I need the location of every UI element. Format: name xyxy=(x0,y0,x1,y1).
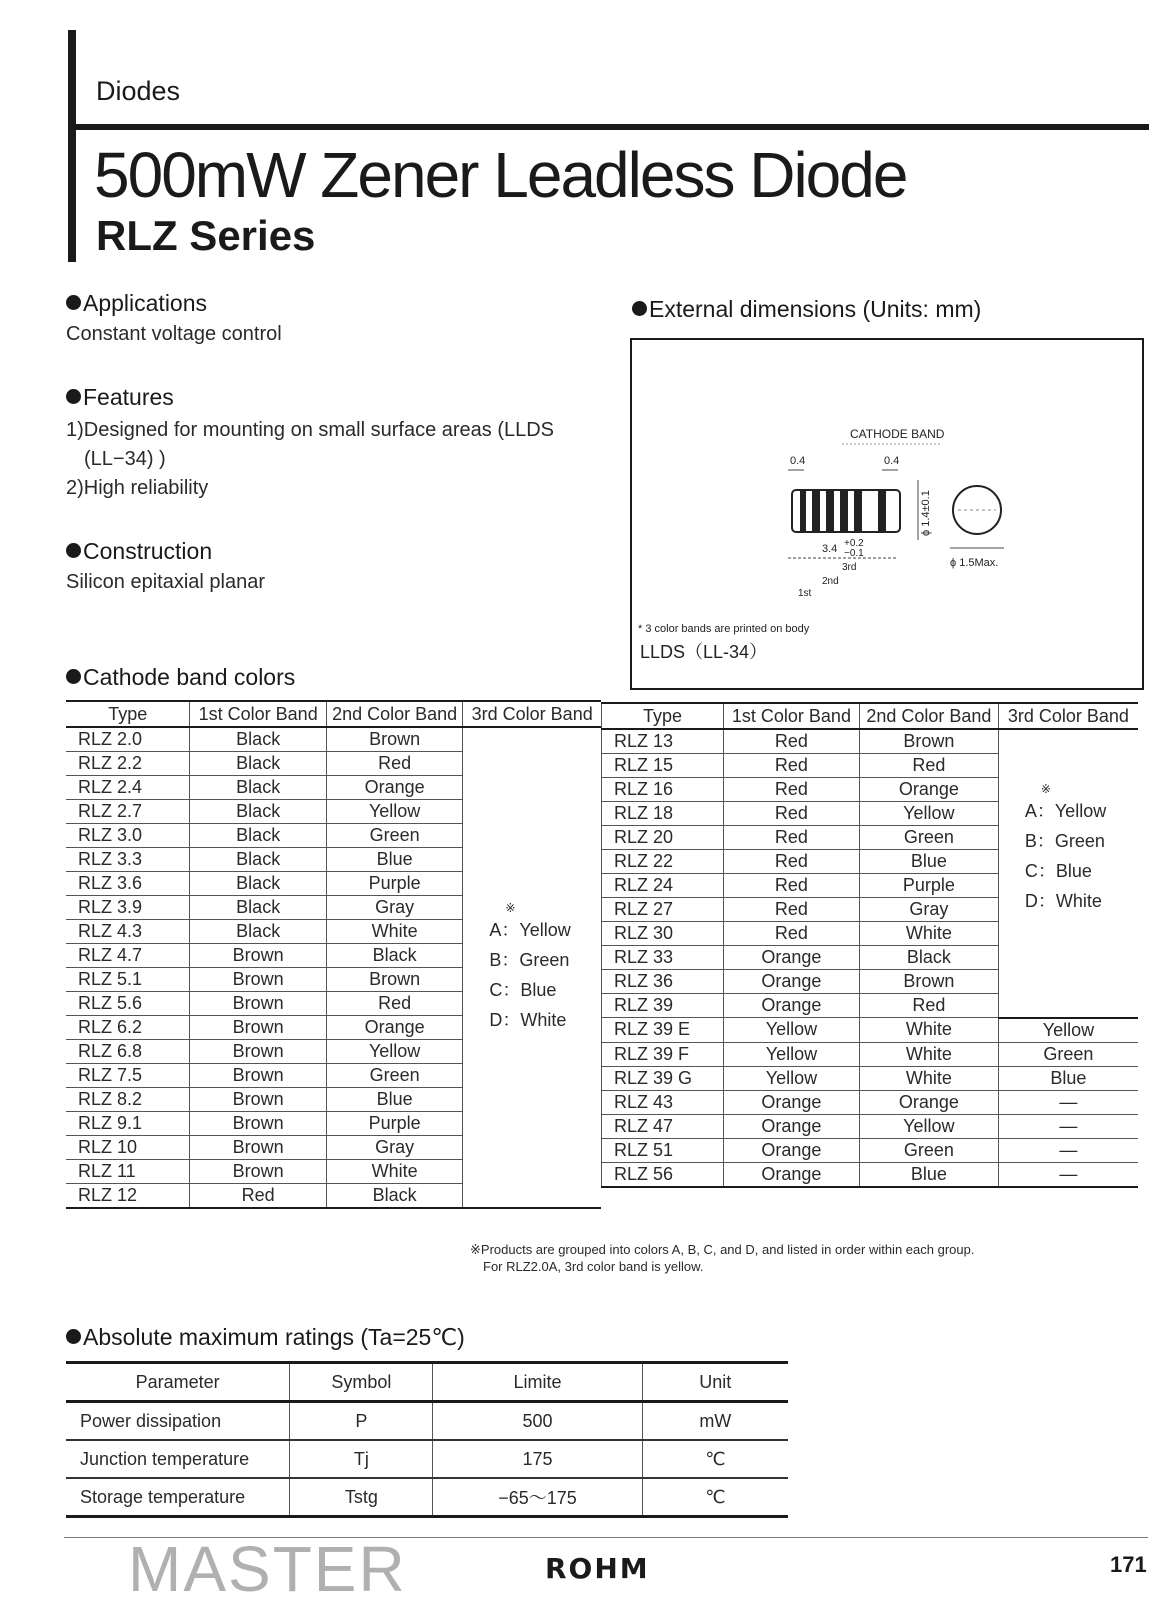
ratings-header-limit: Limite xyxy=(433,1363,642,1402)
color-group-legend xyxy=(463,901,601,1035)
band1-cell: Black xyxy=(190,752,326,776)
lead-right-dim: 0.4 xyxy=(884,455,900,467)
color-group-item: B：Green xyxy=(489,949,570,970)
series-title: RLZ Series xyxy=(96,212,316,259)
band2-cell: Yellow xyxy=(326,800,462,824)
band1-cell: Brown xyxy=(190,1136,326,1160)
band1-cell: Black xyxy=(190,776,326,800)
band2-cell: Orange xyxy=(859,778,998,802)
band2-cell: Black xyxy=(326,944,462,968)
cathode-band-label: CATHODE BAND xyxy=(850,427,945,441)
band1-cell: Black xyxy=(190,896,326,920)
band1-cell: Brown xyxy=(190,968,326,992)
bullet-icon xyxy=(66,669,81,684)
type-cell: RLZ 15 xyxy=(602,754,724,778)
band2-cell: Brown xyxy=(859,970,998,994)
table-row xyxy=(602,1090,1139,1114)
grouping-footnote-2: For RLZ2.0A, 3rd color band is yellow. xyxy=(483,1259,704,1274)
band1-cell: Orange xyxy=(723,946,859,970)
type-cell: RLZ 11 xyxy=(66,1160,190,1184)
ratings-header-symbol: Symbol xyxy=(290,1363,433,1402)
type-cell: RLZ 2.0 xyxy=(66,727,190,752)
bullet-icon xyxy=(66,543,81,558)
col-header-type: Type xyxy=(602,703,724,729)
features-heading: Features xyxy=(66,384,174,411)
construction-heading: Construction xyxy=(66,538,212,565)
band3-group-cell xyxy=(463,727,601,1208)
band2-cell: Blue xyxy=(859,1162,998,1187)
band2-cell: Red xyxy=(326,992,462,1016)
type-cell: RLZ 51 xyxy=(602,1138,724,1162)
unit-cell: ℃ xyxy=(642,1440,788,1478)
col-header-3rd: 3rd Color Band xyxy=(463,701,601,727)
band1-cell: Orange xyxy=(723,1162,859,1187)
type-cell: RLZ 56 xyxy=(602,1162,724,1187)
ratings-header-unit: Unit xyxy=(642,1363,788,1402)
package-label: LLDS（LL-34） xyxy=(640,642,768,662)
feature-item: 1)Designed for mounting on small surface areas (LLDS xyxy=(66,419,555,441)
color-group-item: D：White xyxy=(1024,891,1102,911)
color-group-item: C：Blue xyxy=(1024,861,1092,881)
table-row xyxy=(602,729,1139,754)
type-cell: RLZ 7.5 xyxy=(66,1064,190,1088)
band2-cell: White xyxy=(859,1018,998,1043)
category-label: Diodes xyxy=(96,76,181,106)
band2-cell: Red xyxy=(859,994,998,1018)
col-header-2nd: 2nd Color Band xyxy=(859,703,998,729)
max-dia-dim: ϕ 1.5Max. xyxy=(950,557,999,569)
type-cell: RLZ 5.6 xyxy=(66,992,190,1016)
table-row xyxy=(602,1114,1139,1138)
symbol-cell: Tj xyxy=(290,1440,433,1478)
band1-cell: Black xyxy=(190,920,326,944)
type-cell: RLZ 3.9 xyxy=(66,896,190,920)
band1-cell: Yellow xyxy=(723,1018,859,1043)
band2-cell: Brown xyxy=(326,727,462,752)
type-cell: RLZ 47 xyxy=(602,1114,724,1138)
band2-cell: Purple xyxy=(326,872,462,896)
table-row xyxy=(66,1402,788,1441)
type-cell: RLZ 2.7 xyxy=(66,800,190,824)
type-cell: RLZ 2.2 xyxy=(66,752,190,776)
ratings-heading: Absolute maximum ratings (Ta=25℃) xyxy=(66,1324,465,1351)
type-cell: RLZ 4.3 xyxy=(66,920,190,944)
band2-cell: Brown xyxy=(859,729,998,754)
page-number: 171 xyxy=(1110,1552,1147,1577)
rohm-logo: ROHM xyxy=(545,1552,650,1585)
band1-cell: Orange xyxy=(723,1114,859,1138)
band2-cell: Black xyxy=(326,1184,462,1209)
band-table-right xyxy=(601,702,1138,1188)
band3-cell: — xyxy=(998,1138,1138,1162)
band2-cell: Green xyxy=(859,1138,998,1162)
band1-cell: Brown xyxy=(190,1088,326,1112)
limit-cell: 500 xyxy=(433,1402,642,1441)
type-cell: RLZ 24 xyxy=(602,874,724,898)
type-cell: RLZ 8.2 xyxy=(66,1088,190,1112)
col-header-1st: 1st Color Band xyxy=(190,701,326,727)
band-mark xyxy=(826,490,834,532)
parameter-cell: Storage temperature xyxy=(66,1478,290,1517)
band1-cell: Brown xyxy=(190,1064,326,1088)
type-cell: RLZ 18 xyxy=(602,802,724,826)
bullet-icon xyxy=(66,1329,81,1344)
ratings-table xyxy=(66,1361,788,1518)
construction-text: Silicon epitaxial planar xyxy=(66,571,266,593)
type-cell: RLZ 5.1 xyxy=(66,968,190,992)
unit-cell: ℃ xyxy=(642,1478,788,1517)
table-row xyxy=(66,1440,788,1478)
band3-cell: Blue xyxy=(998,1066,1138,1090)
bullet-icon xyxy=(66,295,81,310)
band-mark xyxy=(812,490,820,532)
band2-cell: Gray xyxy=(326,1136,462,1160)
band1-cell: Red xyxy=(723,754,859,778)
color-group-item: D：White xyxy=(489,1009,567,1030)
band2-cell: White xyxy=(859,922,998,946)
band1-cell: Red xyxy=(723,826,859,850)
type-cell: RLZ 36 xyxy=(602,970,724,994)
band1-cell: Black xyxy=(190,800,326,824)
group-mark: ※ xyxy=(1040,782,1051,796)
band2-cell: Purple xyxy=(326,1112,462,1136)
type-cell: RLZ 30 xyxy=(602,922,724,946)
table-row xyxy=(602,1042,1139,1066)
bullet-icon xyxy=(66,389,81,404)
applications-heading: Applications xyxy=(66,290,207,317)
band-table-left xyxy=(66,700,601,1209)
band-table-left-body xyxy=(66,727,601,1208)
type-cell: RLZ 27 xyxy=(602,898,724,922)
band2-cell: Blue xyxy=(326,1088,462,1112)
table-row xyxy=(602,1138,1139,1162)
table-row xyxy=(602,1162,1139,1187)
band1-cell: Orange xyxy=(723,970,859,994)
symbol-cell: Tstg xyxy=(290,1478,433,1517)
limit-cell: −65～175 xyxy=(433,1478,642,1517)
band1-cell: Brown xyxy=(190,1040,326,1064)
page-title: 500mW Zener Leadless Diode xyxy=(94,139,907,211)
length-tol-minus: −0.1 xyxy=(844,548,864,559)
type-cell: RLZ 2.4 xyxy=(66,776,190,800)
applications-text: Constant voltage control xyxy=(66,323,282,345)
band2-cell: Red xyxy=(859,754,998,778)
type-cell: RLZ 39 G xyxy=(602,1066,724,1090)
band1-cell: Red xyxy=(723,778,859,802)
band1-cell: Brown xyxy=(190,1016,326,1040)
cathode-colors-heading: Cathode band colors xyxy=(66,664,295,691)
band2-cell: Orange xyxy=(859,1090,998,1114)
length-tol-plus: +0.2 xyxy=(844,538,864,549)
type-cell: RLZ 12 xyxy=(66,1184,190,1209)
col-header-3rd: 3rd Color Band xyxy=(998,703,1138,729)
parameter-cell: Junction temperature xyxy=(66,1440,290,1478)
band2-cell: Gray xyxy=(326,896,462,920)
feature-item: (LL−34) ) xyxy=(84,448,166,470)
band1-cell: Red xyxy=(723,729,859,754)
length-dim: 3.4 xyxy=(822,543,838,555)
type-cell: RLZ 3.0 xyxy=(66,824,190,848)
band2-cell: Red xyxy=(326,752,462,776)
band2-cell: White xyxy=(859,1042,998,1066)
band1-cell: Red xyxy=(723,850,859,874)
feature-item: 2)High reliability xyxy=(66,477,209,499)
type-cell: RLZ 3.3 xyxy=(66,848,190,872)
type-cell: RLZ 39 F xyxy=(602,1042,724,1066)
type-cell: RLZ 22 xyxy=(602,850,724,874)
band-table-right-body xyxy=(602,729,1139,1187)
type-cell: RLZ 20 xyxy=(602,826,724,850)
dimensions-heading: External dimensions (Units: mm) xyxy=(632,296,981,323)
band1-cell: Black xyxy=(190,824,326,848)
table-row xyxy=(66,1478,788,1517)
dimension-drawing xyxy=(632,340,1142,688)
color-group-item: C：Blue xyxy=(489,979,557,1000)
band2-cell: White xyxy=(326,1160,462,1184)
type-cell: RLZ 10 xyxy=(66,1136,190,1160)
band2-cell: Black xyxy=(859,946,998,970)
band2-cell: Green xyxy=(326,824,462,848)
color-group-item: A：Yellow xyxy=(1024,801,1107,821)
band1-cell: Orange xyxy=(723,1090,859,1114)
grouping-footnote: ※Products are grouped into colors A, B, C, and D, and listed in order within each group. xyxy=(470,1242,975,1257)
diameter-dim: ϕ 1.4±0.1 xyxy=(920,490,932,536)
table-row xyxy=(602,1066,1139,1090)
band3-cell: Green xyxy=(998,1042,1138,1066)
band2-cell: Gray xyxy=(859,898,998,922)
color-group-item: A：Yellow xyxy=(489,919,571,940)
band3-cell: — xyxy=(998,1090,1138,1114)
band1-cell: Brown xyxy=(190,1112,326,1136)
band1-cell: Red xyxy=(723,898,859,922)
type-cell: RLZ 39 xyxy=(602,994,724,1018)
band2-cell: Yellow xyxy=(859,1114,998,1138)
band2-cell: Blue xyxy=(859,850,998,874)
band1-cell: Yellow xyxy=(723,1042,859,1066)
band2-cell: Orange xyxy=(326,1016,462,1040)
band1-cell: Black xyxy=(190,872,326,896)
type-cell: RLZ 43 xyxy=(602,1090,724,1114)
band-mark xyxy=(800,490,806,532)
type-cell: RLZ 6.8 xyxy=(66,1040,190,1064)
band-3rd-label: 3rd xyxy=(842,562,857,573)
band2-cell: White xyxy=(326,920,462,944)
limit-cell: 175 xyxy=(433,1440,642,1478)
type-cell: RLZ 33 xyxy=(602,946,724,970)
band1-cell: Orange xyxy=(723,1138,859,1162)
band1-cell: Black xyxy=(190,848,326,872)
type-cell: RLZ 6.2 xyxy=(66,1016,190,1040)
parameter-cell: Power dissipation xyxy=(66,1402,290,1441)
band-mark xyxy=(878,490,886,532)
band1-cell: Red xyxy=(723,922,859,946)
band-1st-label: 1st xyxy=(798,588,812,599)
band-2nd-label: 2nd xyxy=(822,576,839,587)
unit-cell: mW xyxy=(642,1402,788,1441)
band2-cell: Brown xyxy=(326,968,462,992)
band2-cell: Green xyxy=(859,826,998,850)
type-cell: RLZ 3.6 xyxy=(66,872,190,896)
dimensions-box xyxy=(630,338,1144,690)
type-cell: RLZ 9.1 xyxy=(66,1112,190,1136)
band2-cell: Yellow xyxy=(859,802,998,826)
color-group-legend xyxy=(999,782,1138,916)
band1-cell: Red xyxy=(723,874,859,898)
table-row xyxy=(602,1018,1139,1043)
color-group-item: B：Green xyxy=(1024,831,1105,851)
band2-cell: Yellow xyxy=(326,1040,462,1064)
col-header-2nd: 2nd Color Band xyxy=(326,701,462,727)
band1-cell: Red xyxy=(190,1184,326,1209)
band1-cell: Brown xyxy=(190,992,326,1016)
symbol-cell: P xyxy=(290,1402,433,1441)
type-cell: RLZ 4.7 xyxy=(66,944,190,968)
band-mark xyxy=(854,490,862,532)
ratings-header-parameter: Parameter xyxy=(66,1363,290,1402)
col-header-1st: 1st Color Band xyxy=(723,703,859,729)
band1-cell: Black xyxy=(190,727,326,752)
bullet-icon xyxy=(632,301,647,316)
bands-note: * 3 color bands are printed on body xyxy=(638,623,810,635)
band1-cell: Orange xyxy=(723,994,859,1018)
master-stamp: MASTER xyxy=(128,1533,407,1605)
band2-cell: Green xyxy=(326,1064,462,1088)
band2-cell: White xyxy=(859,1066,998,1090)
table-row xyxy=(66,727,601,752)
band3-cell: Yellow xyxy=(998,1018,1138,1043)
type-cell: RLZ 39 E xyxy=(602,1018,724,1043)
type-cell: RLZ 13 xyxy=(602,729,724,754)
band1-cell: Yellow xyxy=(723,1066,859,1090)
band2-cell: Purple xyxy=(859,874,998,898)
band3-cell: — xyxy=(998,1162,1138,1187)
band1-cell: Red xyxy=(723,802,859,826)
type-cell: RLZ 16 xyxy=(602,778,724,802)
col-header-type: Type xyxy=(66,701,190,727)
lead-left-dim: 0.4 xyxy=(790,455,806,467)
band3-cell: — xyxy=(998,1114,1138,1138)
header-accent-bar xyxy=(68,30,76,262)
band2-cell: Orange xyxy=(326,776,462,800)
band-mark xyxy=(840,490,848,532)
band1-cell: Brown xyxy=(190,944,326,968)
band1-cell: Brown xyxy=(190,1160,326,1184)
features-list xyxy=(66,416,554,503)
header-rule xyxy=(76,124,1149,130)
band2-cell: Blue xyxy=(326,848,462,872)
group-mark: ※ xyxy=(505,900,516,915)
band3-group-cell xyxy=(998,729,1138,1018)
